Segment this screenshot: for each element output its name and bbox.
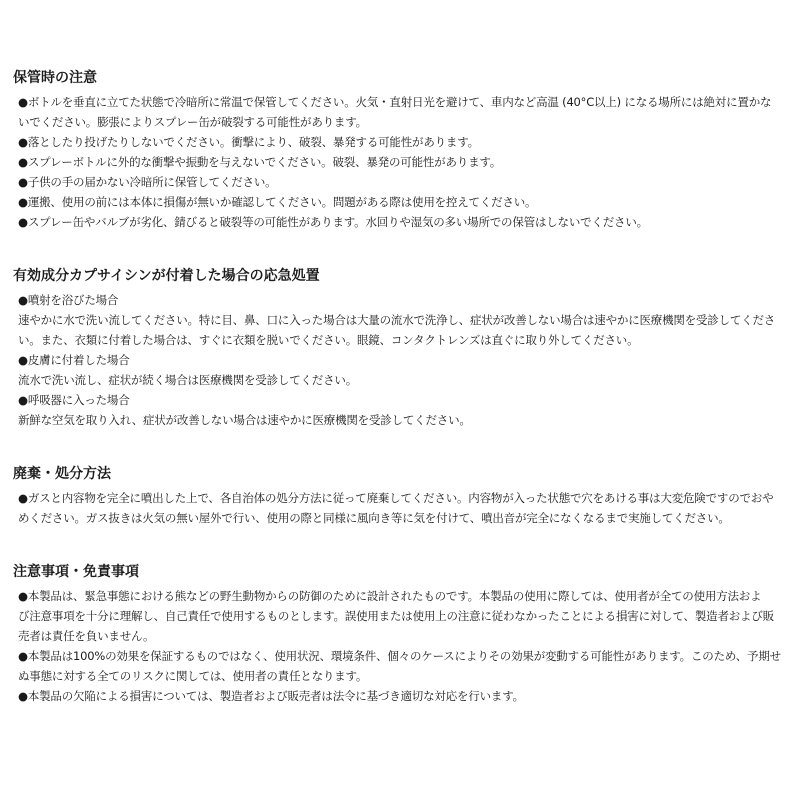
disposal-section [13, 464, 793, 528]
disposal-line-1: ●ガスと内容物を完全に噴出した上で、各自治体の処分方法に従って廃棄してください。内容物が入った状態で穴をあける事は大変危険ですのでおや [18, 491, 774, 505]
storage-line-1: ●ボトルを垂直に立てた状態で冷暗所に常温で保管してください。火気・直射日光を避けて、車内など高温 (40°C以上) になる場所には絶対に置かな [18, 95, 772, 109]
disclaimer-section [13, 562, 793, 706]
disclaimer-line-2: び注意事項を十分に理解し、自己責任で使用するものとします。誤使用または使用上の注意に従わなかったことによる損害に対して、製造者および販 [18, 609, 774, 623]
section-title-first-aid: 有効成分カプサイシンが付着した場合の応急処置 [13, 268, 320, 284]
first-aid-line-7: 新鮮な空気を取り入れ、症状が改善しない場合は速やかに医療機関を受診してください。 [18, 413, 471, 427]
storage-caution-section [13, 68, 793, 232]
storage-line-7: ●スプレー缶やバルブが劣化、錆びると破裂等の可能性があります。水回りや湿気の多い場所での保管はしないでください。 [18, 215, 648, 229]
disclaimer-line-3: 売者は責任を負いません。 [18, 629, 155, 643]
first-aid-line-2: 速やかに水で洗い流してください。特に目、鼻、口に入った場合は大量の流水で洗浄し、症状が改善しない場合は速やかに医療機関を受診してくださ [18, 313, 776, 327]
disclaimer-line-6: ●本製品の欠陥による損害については、製造者および販売者は法令に基づき適切な対応を行います。 [18, 689, 524, 703]
section-title-storage: 保管時の注意 [13, 70, 97, 86]
section-title-disposal: 廃棄・処分方法 [13, 466, 111, 482]
storage-line-6: ●運搬、使用の前には本体に損傷が無いか確認してください。問題がある際は使用を控えてください。 [18, 195, 537, 209]
first-aid-line-6: ●呼吸器に入った場合 [18, 393, 130, 407]
first-aid-line-5: 流水で洗い流し、症状が続く場合は医療機関を受診してください。 [18, 373, 357, 387]
first-aid-section [13, 266, 793, 430]
first-aid-line-1: ●噴射を浴びた場合 [18, 293, 119, 307]
storage-line-5: ●子供の手の届かない冷暗所に保管してください。 [18, 175, 277, 189]
first-aid-line-3: い。また、衣類に付着した場合は、すぐに衣類を脱いでください。眼鏡、コンタクトレンズは直ぐに取り外してください。 [18, 333, 639, 347]
disposal-line-2: めください。ガス抜きは火気の無い屋外で行い、使用の際と同様に風向き等に気を付けて、噴出音が完全になくなるまで実施してください。 [18, 511, 730, 525]
storage-line-4: ●スプレーボトルに外的な衝撃や振動を与えないでください。破裂、暴発の可能性があります。 [18, 155, 502, 169]
first-aid-line-4: ●皮膚に付着した場合 [18, 353, 130, 367]
disclaimer-line-5: ぬ事態に対する全てのリスクに関しては、使用者の責任となります。 [18, 669, 368, 683]
storage-line-3: ●落としたり投げたりしないでください。衝撃により、破裂、暴発する可能性があります。 [18, 135, 479, 149]
section-title-disclaimer: 注意事項・免責事項 [13, 564, 139, 580]
disclaimer-line-1: ●本製品は、緊急事態における熊などの野生動物からの防御のために設計されたものです。本製品の使用に際しては、使用者が全ての使用方法およ [18, 589, 762, 603]
storage-line-2: いでください。膨張によりスプレー缶が破裂する可能性があります。 [18, 115, 367, 129]
disclaimer-line-4: ●本製品は100%の効果を保証するものではなく、使用状況、環境条件、個々のケースによりその効果が変動する可能性があります。このため、予期せ [18, 649, 781, 663]
